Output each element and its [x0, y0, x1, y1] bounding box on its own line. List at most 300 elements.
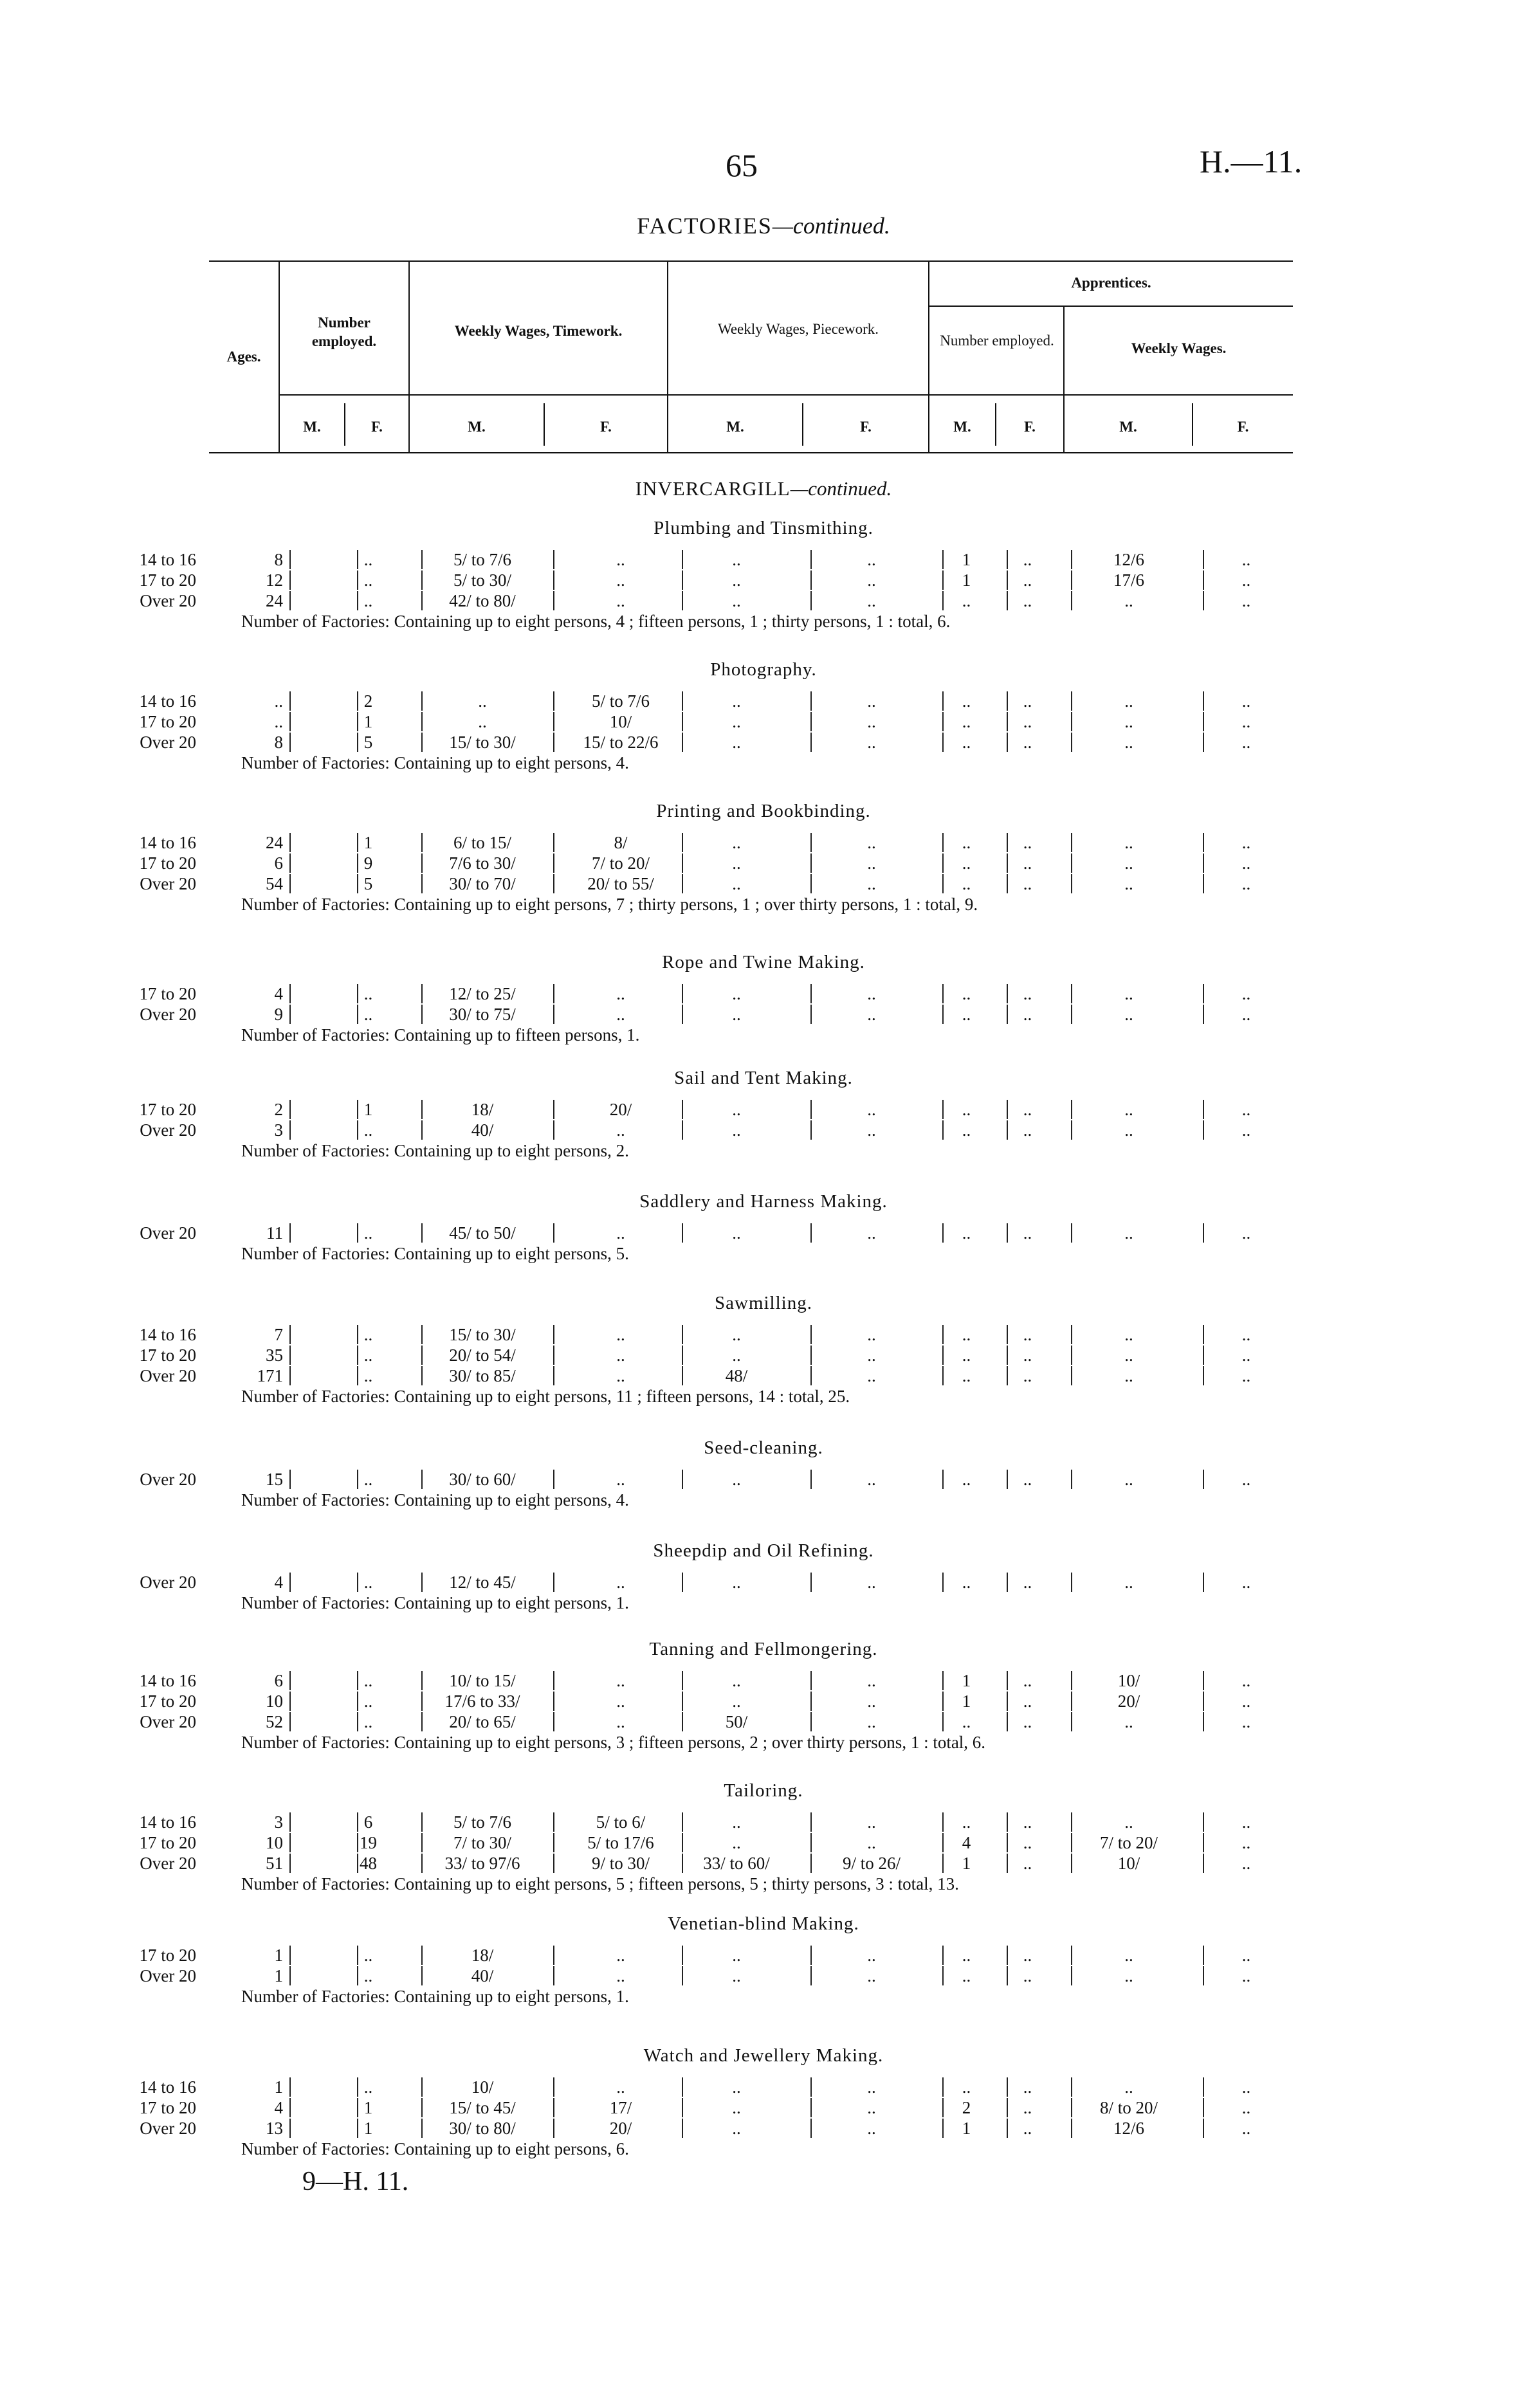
cell-tm: 5/ to 7/6: [453, 1812, 511, 1832]
cell-nf: ..: [363, 984, 373, 1003]
column-rule: [421, 1671, 423, 1690]
factories-note: Number of Factories: Containing up to eight persons, 11 ; fifteen persons, 14 : total, 25.: [241, 1387, 850, 1406]
cell-af: ..: [1023, 1223, 1032, 1243]
page-title: FACTORIES—continued.: [637, 213, 890, 239]
column-rule: [289, 1833, 291, 1852]
cell-tm: 17/6 to 33/: [444, 1692, 520, 1711]
cell-nm: 9: [274, 1005, 283, 1024]
column-rule: [289, 1854, 291, 1873]
column-rule: [289, 2098, 291, 2117]
column-rule: [289, 874, 291, 893]
cell-nf: 48: [360, 1854, 377, 1873]
cell-tf: ..: [616, 1470, 625, 1489]
cell-pf: ..: [867, 1470, 876, 1489]
column-rule: [421, 1854, 423, 1873]
cell-wm: ..: [1124, 712, 1133, 731]
factories-note: Number of Factories: Containing up to eight persons, 6.: [241, 2139, 629, 2158]
cell-am: 1: [962, 1692, 971, 1711]
header-f: F.: [1237, 419, 1249, 435]
header-m: M.: [303, 419, 321, 435]
cell-pm: ..: [732, 874, 741, 893]
column-rule: [553, 1833, 554, 1852]
cell-pf: ..: [867, 591, 876, 610]
cell-pm: ..: [732, 712, 741, 731]
column-rule: [289, 570, 291, 590]
cell-wm: ..: [1124, 1100, 1133, 1119]
column-rule: [553, 2077, 554, 2097]
cell-am: ..: [962, 733, 971, 752]
column-rule: [553, 2119, 554, 2138]
cell-nf: ..: [363, 1005, 373, 1024]
cell-tf: ..: [616, 2077, 625, 2097]
cell-wm: 20/: [1117, 1692, 1140, 1711]
column-rule: [289, 1712, 291, 1731]
cell-pf: ..: [867, 733, 876, 752]
cell-pf: ..: [867, 1345, 876, 1365]
column-rule: [289, 733, 291, 752]
cell-wf: ..: [1241, 1812, 1251, 1832]
cell-pm: ..: [732, 853, 741, 873]
cell-nf: 5: [363, 733, 373, 752]
table-row: [0, 1690, 1527, 1712]
cell-tf: ..: [616, 1366, 625, 1385]
column-rule: [289, 1671, 291, 1690]
cell-nf: 1: [363, 2098, 373, 2117]
cell-age: 14 to 16: [139, 1812, 196, 1832]
table-row: [0, 1003, 1527, 1025]
cell-age: 17 to 20: [139, 570, 196, 590]
cell-wf: ..: [1241, 853, 1251, 873]
table-row: [0, 2076, 1527, 2098]
cell-age: Over 20: [140, 1366, 196, 1385]
cell-af: ..: [1023, 2098, 1032, 2117]
cell-wf: ..: [1241, 1946, 1251, 1965]
header-f: F.: [371, 419, 383, 435]
cell-nm: 4: [274, 1573, 283, 1592]
cell-am: ..: [962, 1712, 971, 1731]
page-footer: 9—H. 11.: [302, 2167, 409, 2196]
cell-age: Over 20: [140, 591, 196, 610]
cell-nm: 7: [274, 1325, 283, 1344]
column-rule: [553, 691, 554, 711]
cell-nm: 15: [266, 1470, 283, 1489]
cell-tf: ..: [616, 570, 625, 590]
cell-pf: ..: [867, 853, 876, 873]
cell-nf: 1: [363, 712, 373, 731]
cell-age: Over 20: [140, 1470, 196, 1489]
cell-wf: ..: [1241, 1366, 1251, 1385]
cell-af: ..: [1023, 712, 1032, 731]
cell-nm: 35: [266, 1345, 283, 1365]
header-wages-timework: Weekly Wages, Timework.: [454, 323, 623, 339]
column-rule: [1203, 1120, 1204, 1140]
cell-wf: ..: [1241, 2119, 1251, 2138]
cell-wf: ..: [1241, 833, 1251, 852]
cell-tm: 18/: [471, 1946, 494, 1965]
cell-nf: ..: [363, 1120, 373, 1140]
cell-wm: 7/ to 20/: [1099, 1833, 1158, 1852]
cell-am: ..: [962, 2077, 971, 2097]
cell-nf: ..: [363, 570, 373, 590]
cell-wm: 8/ to 20/: [1099, 2098, 1158, 2117]
table-row: [0, 1365, 1527, 1387]
cell-pf: ..: [867, 833, 876, 852]
table-row: [0, 1711, 1527, 1733]
column-rule: [289, 1573, 291, 1592]
column-rule: [1203, 550, 1204, 569]
cell-am: ..: [962, 833, 971, 852]
column-rule: [421, 2098, 423, 2117]
column-rule: [421, 550, 423, 569]
cell-pm: 48/: [725, 1366, 748, 1385]
column-rule: [1203, 1833, 1204, 1852]
cell-age: 14 to 16: [139, 691, 196, 711]
cell-age: Over 20: [140, 1854, 196, 1873]
column-rule: [1203, 1573, 1204, 1592]
cell-wm: ..: [1124, 1223, 1133, 1243]
table-row: [0, 731, 1527, 753]
cell-af: ..: [1023, 1833, 1032, 1852]
cell-pf: ..: [867, 874, 876, 893]
cell-af: ..: [1023, 1712, 1032, 1731]
cell-age: 17 to 20: [139, 1833, 196, 1852]
column-rule: [289, 550, 291, 569]
column-rule: [289, 853, 291, 873]
header-wages-piecework: Weekly Wages, Piecework.: [717, 321, 879, 337]
cell-pm: ..: [732, 1100, 741, 1119]
column-rule: [289, 1946, 291, 1965]
cell-am: ..: [962, 1573, 971, 1592]
cell-nf: ..: [363, 1692, 373, 1711]
table-row: [0, 2097, 1527, 2119]
cell-nf: 6: [363, 1812, 373, 1832]
column-rule: [553, 1366, 554, 1385]
cell-tm: 40/: [471, 1120, 494, 1140]
header-apprentices-weekly-wages: Weekly Wages.: [1131, 340, 1227, 356]
cell-pf: ..: [867, 691, 876, 711]
column-rule: [289, 1470, 291, 1489]
column-rule: [1203, 1854, 1204, 1873]
industry-title: Tailoring.: [724, 1780, 803, 1801]
column-rule: [289, 2119, 291, 2138]
column-rule: [289, 1692, 291, 1711]
cell-wm: ..: [1124, 1005, 1133, 1024]
cell-wf: ..: [1241, 1854, 1251, 1873]
cell-am: ..: [962, 1812, 971, 1832]
cell-tm: ..: [478, 691, 487, 711]
column-rule: [421, 853, 423, 873]
cell-age: Over 20: [140, 1005, 196, 1024]
column-rule: [421, 1223, 423, 1243]
cell-am: 1: [962, 2119, 971, 2138]
table-row: [0, 1944, 1527, 1966]
column-rule: [553, 1005, 554, 1024]
cell-am: ..: [962, 1223, 971, 1243]
cell-nm: 51: [266, 1854, 283, 1873]
column-rule: [421, 833, 423, 852]
cell-wf: ..: [1241, 1833, 1251, 1852]
cell-wm: 12/6: [1113, 550, 1144, 569]
cell-nf: ..: [363, 1712, 373, 1731]
cell-age: 14 to 16: [139, 833, 196, 852]
column-rule: [421, 591, 423, 610]
factories-note: Number of Factories: Containing up to eight persons, 7 ; thirty persons, 1 ; over thirty persons, 1 : total, 9.: [241, 895, 978, 914]
header-apprentices: Apprentices.: [1071, 275, 1151, 291]
cell-pf: ..: [867, 1833, 876, 1852]
cell-pf: ..: [867, 984, 876, 1003]
column-rule: [1203, 591, 1204, 610]
column-rule: [1203, 1966, 1204, 1985]
cell-tf: ..: [616, 1325, 625, 1344]
cell-tf: ..: [616, 1692, 625, 1711]
column-rule: [1203, 2098, 1204, 2117]
cell-pm: ..: [732, 733, 741, 752]
cell-wf: ..: [1241, 1223, 1251, 1243]
cell-nf: 9: [363, 853, 373, 873]
column-rule: [553, 1712, 554, 1731]
cell-tm: 30/ to 85/: [449, 1366, 516, 1385]
cell-pf: ..: [867, 1223, 876, 1243]
factories-note: Number of Factories: Containing up to eight persons, 1.: [241, 1987, 629, 2006]
column-rule: [1203, 1005, 1204, 1024]
cell-af: ..: [1023, 591, 1032, 610]
cell-age: 14 to 16: [139, 2077, 196, 2097]
cell-af: ..: [1023, 1671, 1032, 1690]
cell-am: ..: [962, 1005, 971, 1024]
cell-wm: ..: [1124, 1325, 1133, 1344]
cell-nm: 4: [274, 984, 283, 1003]
cell-af: ..: [1023, 1100, 1032, 1119]
column-rule: [553, 733, 554, 752]
cell-nm: 10: [266, 1692, 283, 1711]
cell-tf: ..: [616, 591, 625, 610]
cell-tm: 40/: [471, 1966, 494, 1985]
cell-nm: 11: [266, 1223, 283, 1243]
cell-wf: ..: [1241, 984, 1251, 1003]
cell-tf: 20/: [609, 1100, 632, 1119]
cell-age: Over 20: [140, 874, 196, 893]
cell-pf: ..: [867, 2098, 876, 2117]
column-rule: [289, 1100, 291, 1119]
column-rule: [289, 712, 291, 731]
cell-tm: 5/ to 30/: [453, 570, 511, 590]
column-rule: [1203, 853, 1204, 873]
cell-nf: ..: [363, 1470, 373, 1489]
header-apprentices-number-employed: Number employed.: [940, 333, 1054, 349]
cell-age: 17 to 20: [139, 1946, 196, 1965]
table-header: [209, 260, 1293, 453]
cell-age: Over 20: [140, 2119, 196, 2138]
column-rule: [289, 1812, 291, 1832]
header-f: F.: [600, 419, 612, 435]
cell-nf: ..: [363, 1671, 373, 1690]
column-rule: [421, 1692, 423, 1711]
cell-tf: 15/ to 22/6: [583, 733, 659, 752]
cell-pm: ..: [732, 1325, 741, 1344]
cell-af: ..: [1023, 733, 1032, 752]
cell-nm: 6: [274, 1671, 283, 1690]
cell-am: 2: [962, 2098, 971, 2117]
cell-nf: ..: [363, 591, 373, 610]
cell-tf: ..: [616, 550, 625, 569]
cell-age: 17 to 20: [139, 712, 196, 731]
cell-tf: ..: [616, 1120, 625, 1140]
cell-wm: ..: [1124, 691, 1133, 711]
table-row: [0, 1119, 1527, 1141]
cell-tm: 12/ to 45/: [449, 1573, 516, 1592]
column-rule: [553, 833, 554, 852]
cell-tm: 18/: [471, 1100, 494, 1119]
cell-nm: 4: [274, 2098, 283, 2117]
cell-age: 14 to 16: [139, 1325, 196, 1344]
column-rule: [553, 1120, 554, 1140]
column-rule: [1203, 1671, 1204, 1690]
cell-pm: ..: [732, 1345, 741, 1365]
cell-wm: ..: [1124, 1946, 1133, 1965]
cell-nm: 24: [266, 591, 283, 610]
cell-af: ..: [1023, 1005, 1032, 1024]
cell-pf: ..: [867, 1100, 876, 1119]
table-row: [0, 711, 1527, 733]
column-rule: [553, 1325, 554, 1344]
column-rule: [1203, 1712, 1204, 1731]
cell-pf: ..: [867, 550, 876, 569]
cell-tm: 5/ to 7/6: [453, 550, 511, 569]
cell-wf: ..: [1241, 591, 1251, 610]
cell-am: ..: [962, 984, 971, 1003]
industry-title: Printing and Bookbinding.: [656, 801, 871, 821]
cell-tf: ..: [616, 1005, 625, 1024]
cell-tf: ..: [616, 1712, 625, 1731]
cell-af: ..: [1023, 853, 1032, 873]
cell-am: ..: [962, 1100, 971, 1119]
cell-af: ..: [1023, 1692, 1032, 1711]
industry-title: Rope and Twine Making.: [662, 952, 865, 972]
cell-tf: ..: [616, 1966, 625, 1985]
column-rule: [1203, 1946, 1204, 1965]
cell-wm: ..: [1124, 1366, 1133, 1385]
cell-tm: 20/ to 54/: [449, 1345, 516, 1365]
cell-af: ..: [1023, 874, 1032, 893]
cell-wm: ..: [1124, 874, 1133, 893]
column-rule: [289, 1345, 291, 1365]
column-rule: [421, 1120, 423, 1140]
cell-pm: ..: [732, 2098, 741, 2117]
cell-nm: 3: [274, 1120, 283, 1140]
cell-af: ..: [1023, 984, 1032, 1003]
cell-age: 14 to 16: [139, 1671, 196, 1690]
cell-am: ..: [962, 1966, 971, 1985]
column-rule: [421, 1470, 423, 1489]
cell-am: ..: [962, 1946, 971, 1965]
table-row: [0, 852, 1527, 874]
column-rule: [1203, 1470, 1204, 1489]
column-rule: [289, 1005, 291, 1024]
cell-pf: ..: [867, 1325, 876, 1344]
cell-wf: ..: [1241, 1470, 1251, 1489]
cell-wm: ..: [1124, 733, 1133, 752]
cell-tf: 20/ to 55/: [587, 874, 654, 893]
cell-pf: ..: [867, 1120, 876, 1140]
column-rule: [1203, 984, 1204, 1003]
cell-tf: 9/ to 30/: [591, 1854, 650, 1873]
cell-af: ..: [1023, 1946, 1032, 1965]
table-row: [0, 983, 1527, 1005]
cell-wm: 17/6: [1113, 570, 1144, 590]
cell-am: 4: [962, 1833, 971, 1852]
column-rule: [1203, 1223, 1204, 1243]
table-row: [0, 1832, 1527, 1854]
cell-tf: ..: [616, 1946, 625, 1965]
cell-nf: ..: [363, 1966, 373, 1985]
column-rule: [1203, 712, 1204, 731]
factories-note: Number of Factories: Containing up to eight persons, 5.: [241, 1244, 629, 1263]
header-m: M.: [468, 419, 486, 435]
cell-nf: 1: [363, 833, 373, 852]
header-number-employed: Number employed.: [311, 315, 377, 349]
cell-tf: 8/: [614, 833, 628, 852]
column-rule: [1203, 2077, 1204, 2097]
cell-wf: ..: [1241, 550, 1251, 569]
cell-nf: 2: [363, 691, 373, 711]
column-rule: [421, 1946, 423, 1965]
cell-nm: ..: [274, 691, 283, 711]
column-rule: [553, 1966, 554, 1985]
cell-tf: ..: [616, 1345, 625, 1365]
cell-tf: ..: [616, 1573, 625, 1592]
cell-wm: 12/6: [1113, 2119, 1144, 2138]
rule: [209, 260, 1293, 262]
table-row: [0, 1571, 1527, 1593]
industry-title: Watch and Jewellery Making.: [643, 2045, 884, 2066]
column-rule: [553, 550, 554, 569]
cell-am: ..: [962, 853, 971, 873]
cell-tf: ..: [616, 1671, 625, 1690]
cell-age: Over 20: [140, 1120, 196, 1140]
cell-nm: 52: [266, 1712, 283, 1731]
cell-tm: 20/ to 65/: [449, 1712, 516, 1731]
column-rule: [553, 712, 554, 731]
table-row: [0, 832, 1527, 853]
cell-tm: 10/: [471, 2077, 494, 2097]
column-rule: [289, 2077, 291, 2097]
column-rule: [1203, 1325, 1204, 1344]
cell-tm: 6/ to 15/: [453, 833, 511, 852]
page-number: 65: [726, 147, 758, 183]
table-row: [0, 1811, 1527, 1833]
table-row: [0, 590, 1527, 612]
cell-wf: ..: [1241, 1573, 1251, 1592]
table-row: [0, 1099, 1527, 1120]
cell-tf: 5/ to 7/6: [591, 691, 650, 711]
cell-age: Over 20: [140, 1712, 196, 1731]
cell-pm: ..: [732, 1671, 741, 1690]
table-row: [0, 1468, 1527, 1490]
cell-af: ..: [1023, 1470, 1032, 1489]
table-row: [0, 1222, 1527, 1244]
cell-tm: 7/ to 30/: [453, 1833, 511, 1852]
column-rule: [421, 570, 423, 590]
cell-age: 17 to 20: [139, 2098, 196, 2117]
column-rule: [1203, 1812, 1204, 1832]
table-row: [0, 690, 1527, 712]
cell-wf: ..: [1241, 1671, 1251, 1690]
cell-age: 17 to 20: [139, 853, 196, 873]
table-row: [0, 569, 1527, 591]
cell-pm: ..: [732, 691, 741, 711]
cell-wm: 10/: [1117, 1671, 1140, 1690]
cell-af: ..: [1023, 2077, 1032, 2097]
